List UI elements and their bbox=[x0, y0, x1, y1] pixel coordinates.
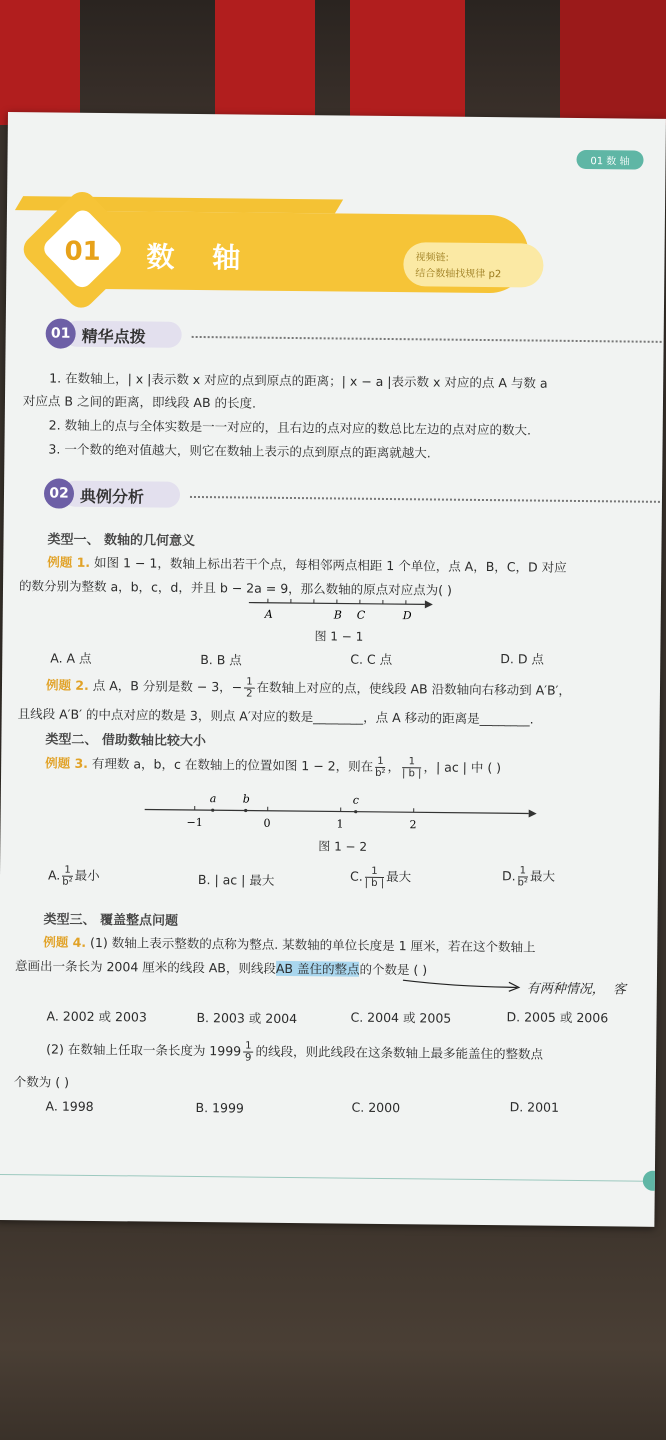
fraction-denominator: b² bbox=[62, 876, 73, 888]
example-label: 例题 3. bbox=[45, 755, 89, 771]
chapter-tab: 01 数 轴 bbox=[576, 150, 643, 170]
example-text: 有理数 a，b，c 在数轴上的位置如图 1 − 2，则在 bbox=[87, 755, 374, 774]
tip-line: 1. 在数轴上，| x |表示数 x 对应的点到原点的距离；| x − a |表示数 x 对应的点 A 与数 a bbox=[49, 370, 548, 391]
choice-a[interactable] bbox=[48, 864, 100, 888]
tip-line: 3. 一个数的绝对值越大，则它在数轴上表示的点到原点的距离就越大. bbox=[48, 441, 431, 461]
handwritten-note bbox=[527, 977, 626, 997]
category-title: 类型一、 数轴的几何意义 bbox=[47, 532, 196, 549]
choice-b[interactable]: B. B 点 bbox=[200, 652, 242, 668]
choice-d[interactable]: D. D 点 bbox=[500, 651, 545, 667]
axis-arrow bbox=[425, 600, 433, 608]
example-text: ，| ac | 中 ( ) bbox=[423, 759, 502, 776]
choice-letter: A. bbox=[47, 867, 61, 883]
fraction-numerator: 1 bbox=[402, 756, 422, 768]
point-label-a: a bbox=[209, 792, 217, 806]
handwritten-note-text: 有两种情况， bbox=[526, 981, 605, 998]
footer-line bbox=[0, 1174, 655, 1182]
fraction bbox=[402, 756, 422, 779]
choice-a[interactable]: A. 2002 或 2003 bbox=[46, 1008, 147, 1025]
example-text: 点 A，B 分别是数 − 3，− bbox=[88, 677, 243, 695]
section-title: 典例分析 bbox=[79, 486, 145, 507]
tip-line: 对应点 B 之间的距离，即线段 AB 的长度. bbox=[22, 393, 257, 411]
point-label-c: c bbox=[352, 793, 360, 807]
fraction-denominator: 9 bbox=[245, 1052, 252, 1064]
red-bag-strap bbox=[560, 0, 666, 125]
example-text: (2) 在数轴上任取一条长度为 1999 bbox=[46, 1041, 242, 1059]
fraction bbox=[518, 865, 529, 888]
example-text: 的线段，则此线段在这条数轴上最多能盖住的整数点 bbox=[255, 1043, 544, 1062]
number-line-figure-1 bbox=[243, 592, 433, 624]
point-b bbox=[244, 809, 247, 812]
fraction-numerator: 1 bbox=[243, 1041, 254, 1053]
choice-c[interactable]: C. 2004 或 2005 bbox=[350, 1009, 452, 1026]
example-text: (1) 数轴上表示整数的点称为整点. 某数轴的单位长度是 1 厘米，若在这个数轴上 bbox=[86, 934, 536, 955]
background-table bbox=[0, 1210, 666, 1440]
chapter-title: 数 轴 bbox=[146, 240, 255, 275]
number-line-figure-2 bbox=[140, 789, 540, 833]
fraction bbox=[375, 756, 386, 779]
fraction bbox=[62, 865, 73, 888]
fraction-numerator: 1 bbox=[244, 677, 255, 689]
dotted-divider bbox=[192, 336, 662, 343]
choice-text: 最小 bbox=[74, 867, 100, 884]
example-3-line: 例题 3. 有理数 a，b，c 在数轴上的位置如图 1 − 2，则在 $\frac{1}{\text{b²}}$ ， $\frac{1}{| b |}$ ，| ac | 中 ( ) bbox=[45, 755, 502, 780]
axis-arrow bbox=[529, 809, 537, 817]
fraction-denominator: b² bbox=[375, 767, 386, 779]
arrow-stroke bbox=[403, 980, 517, 987]
tip-line: 2. 数轴上的点与全体实数是一一对应的，且右边的点对应的数总比左边的点对应的数大. bbox=[48, 417, 532, 438]
fraction-numerator: 1 bbox=[375, 756, 386, 768]
example-text: 意画出一条长为 2004 厘米的线段 AB，则线段 bbox=[14, 958, 276, 976]
choice-c[interactable]: C. C 点 bbox=[350, 651, 393, 668]
figure-caption: 图 1 − 1 bbox=[314, 629, 364, 644]
fraction bbox=[244, 677, 255, 700]
choice-letter: C. bbox=[349, 868, 363, 884]
choice-a[interactable]: A. 1998 bbox=[45, 1098, 94, 1114]
footer-page-dot bbox=[643, 1171, 663, 1191]
tick-label: 0 bbox=[263, 816, 271, 830]
category-title: 类型三、 覆盖整点问题 bbox=[43, 912, 179, 929]
red-bag-strap bbox=[215, 0, 315, 125]
example-label: 例题 1. bbox=[47, 554, 91, 570]
fraction-denominator: | b | bbox=[401, 768, 422, 780]
fraction-numerator: 1 bbox=[365, 866, 385, 878]
point-label-b: b bbox=[242, 792, 250, 806]
choice-letter: D. bbox=[501, 868, 516, 884]
tick-label: 2 bbox=[409, 818, 417, 832]
fraction-numerator: 1 bbox=[62, 865, 73, 877]
choice-b[interactable]: B. | ac | 最大 bbox=[197, 872, 275, 888]
choice-c[interactable]: C. 2000 bbox=[351, 1099, 401, 1116]
example-text: 的个数是 ( ) bbox=[359, 961, 428, 978]
video-title: 结合数轴找规律 p2 bbox=[415, 268, 502, 281]
fraction bbox=[243, 1041, 254, 1064]
red-bag-strap bbox=[0, 0, 80, 125]
axis-line bbox=[145, 809, 529, 813]
red-bag-strap bbox=[350, 0, 465, 125]
example-4-line-1 bbox=[43, 932, 535, 955]
example-1-line-1 bbox=[47, 552, 567, 575]
example-4-line-2 bbox=[15, 956, 427, 978]
point-label-a: A bbox=[264, 607, 273, 621]
choice-c[interactable] bbox=[350, 866, 411, 890]
choice-b[interactable]: B. 2003 或 2004 bbox=[196, 1010, 298, 1027]
dotted-divider bbox=[190, 496, 660, 503]
point-label-b: B bbox=[333, 608, 342, 622]
example-label: 例题 4. bbox=[43, 934, 87, 950]
example-2-line-2: 且线段 A′B′ 的中点对应的数是 3，则点 A′对应的数是________，点 A 移动的距离是________. bbox=[17, 706, 534, 727]
example-4-part-2-line-1 bbox=[46, 1038, 543, 1066]
choice-d[interactable]: D. 2001 bbox=[509, 1099, 560, 1115]
example-text: 如图 1 − 1，数轴上标出若干个点，每相邻两点相距 1 个单位，点 A，B，C，D 对应 bbox=[90, 554, 567, 575]
example-2-line-1 bbox=[46, 674, 571, 702]
point-c bbox=[354, 810, 357, 813]
tick-label: 1 bbox=[336, 817, 344, 831]
choice-d[interactable]: D. 2005 或 2006 bbox=[506, 1009, 609, 1026]
example-1-line-2: 的数分别为整数 a，b，c，d，并且 b − 2a = 9，那么数轴的原点对应点为( ) bbox=[18, 578, 453, 598]
section-number: 02 bbox=[44, 478, 74, 508]
figure-caption: 图 1 − 2 bbox=[318, 839, 368, 854]
choice-d[interactable] bbox=[502, 865, 555, 889]
choice-a[interactable]: A. A 点 bbox=[50, 650, 92, 666]
category-title: 类型二、 借助数轴比较大小 bbox=[45, 732, 207, 750]
point-label-c: C bbox=[356, 608, 366, 622]
choice-b[interactable]: B. 1999 bbox=[195, 1100, 245, 1116]
video-link-box[interactable] bbox=[403, 242, 543, 287]
fraction-denominator: 2 bbox=[246, 688, 253, 700]
handwritten-note-cut: 客 bbox=[612, 982, 626, 998]
section-title: 精华点拨 bbox=[81, 326, 146, 347]
handwritten-arrow bbox=[399, 974, 529, 995]
fraction bbox=[365, 866, 385, 889]
video-label: 视频链: bbox=[415, 252, 449, 264]
fraction-denominator: b² bbox=[517, 877, 528, 889]
point-label-d: D bbox=[402, 609, 412, 623]
fraction-numerator: 1 bbox=[518, 865, 529, 877]
chapter-number: 01 bbox=[64, 236, 101, 267]
point-a bbox=[211, 809, 214, 812]
book-page bbox=[0, 112, 666, 1227]
tick-label: −1 bbox=[186, 815, 203, 830]
choice-text: 最大 bbox=[529, 868, 556, 884]
section-number: 01 bbox=[46, 318, 76, 348]
example-label: 例题 2. bbox=[45, 677, 89, 693]
example-text: 在数轴上对应的点，使线段 AB 沿数轴向右移动到 A′B′， bbox=[256, 679, 572, 698]
fraction-denominator: | b | bbox=[364, 877, 385, 889]
choice-text: 最大 bbox=[386, 869, 412, 885]
chapter-banner bbox=[18, 196, 539, 293]
example-4-part-2-line-2: 个数为 ( ) bbox=[13, 1074, 70, 1090]
highlighted-text: AB 盖住的整点 bbox=[275, 960, 360, 977]
